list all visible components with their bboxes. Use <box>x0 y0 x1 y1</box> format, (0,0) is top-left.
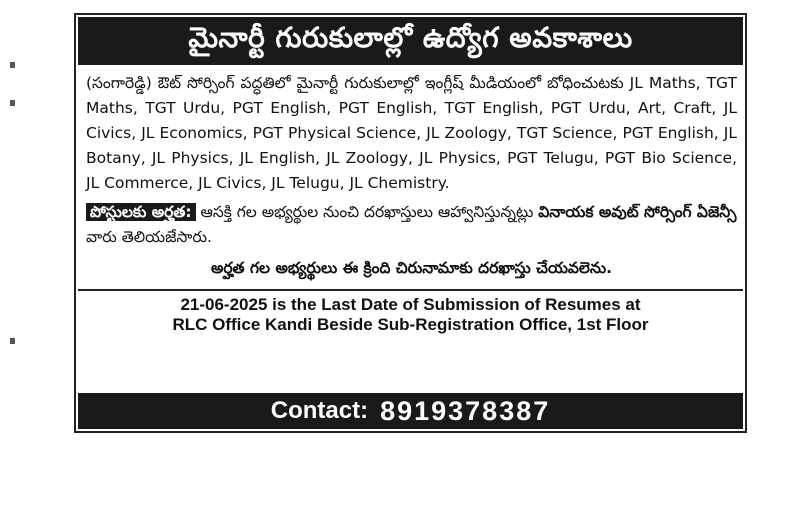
contact-label: Contact: <box>270 397 369 424</box>
qualification-text: ఆసక్తి గల అభ్యర్థుల నుంచి దరఖాస్తులు ఆహ్వానిస్తున్నట్లు <box>200 203 534 221</box>
deadline-block <box>78 289 743 335</box>
job-advertisement <box>74 13 747 433</box>
edge-mark <box>10 338 15 344</box>
intro-lead: (సంగారెడ్డి) ఔట్ సోర్సింగ్ పద్ధతిలో మైనార్టీ గురుకులాల్లో ఇంగ్లీష్ మీడియంలో బోధించుటకు <box>86 74 624 92</box>
closing-line: అర్హత గల అభ్యర్థులు ఈ క్రింది చిరునామాకు దరఖాస్తు చేయవలెను. <box>210 259 613 277</box>
edge-mark <box>10 100 15 106</box>
qualification-suffix: వారు తెలియజేసారు. <box>86 228 212 246</box>
headline: మైనార్టీ గురుకులాల్లో ఉద్యోగ అవకాశాలు <box>78 17 743 65</box>
qualification-paragraph <box>86 200 737 250</box>
posts-list: JL Maths, TGT Maths, TGT Urdu, PGT English, PGT English, TGT English, PGT Urdu, Art, Craft, JL Civics, JL Economics, PGT Physical Science, JL Zoology, TGT Science, PGT English, JL Botany, JL Physics, JL English, JL Zoology, JL Physics, PGT Telugu, PGT Bio Science, JL Commerce, JL Civics, JL Telugu, JL Chemistry. <box>86 74 737 192</box>
contact-bar <box>78 393 743 429</box>
deadline-line-2: RLC Office Kandi Beside Sub-Registration Office, 1st Floor <box>172 315 649 334</box>
deadline-line-1: 21-06-2025 is the Last Date of Submission of Resumes at <box>180 295 641 314</box>
intro-paragraph <box>86 71 737 196</box>
agency-name: వినాయక అవుట్ సోర్సింగ్ ఏజెన్సీ <box>538 203 737 221</box>
qualification-label: పోస్టులకు అర్హత: <box>86 203 196 221</box>
edge-mark <box>10 62 15 68</box>
contact-number: 8919378387 <box>380 395 551 426</box>
ad-body <box>76 65 745 281</box>
